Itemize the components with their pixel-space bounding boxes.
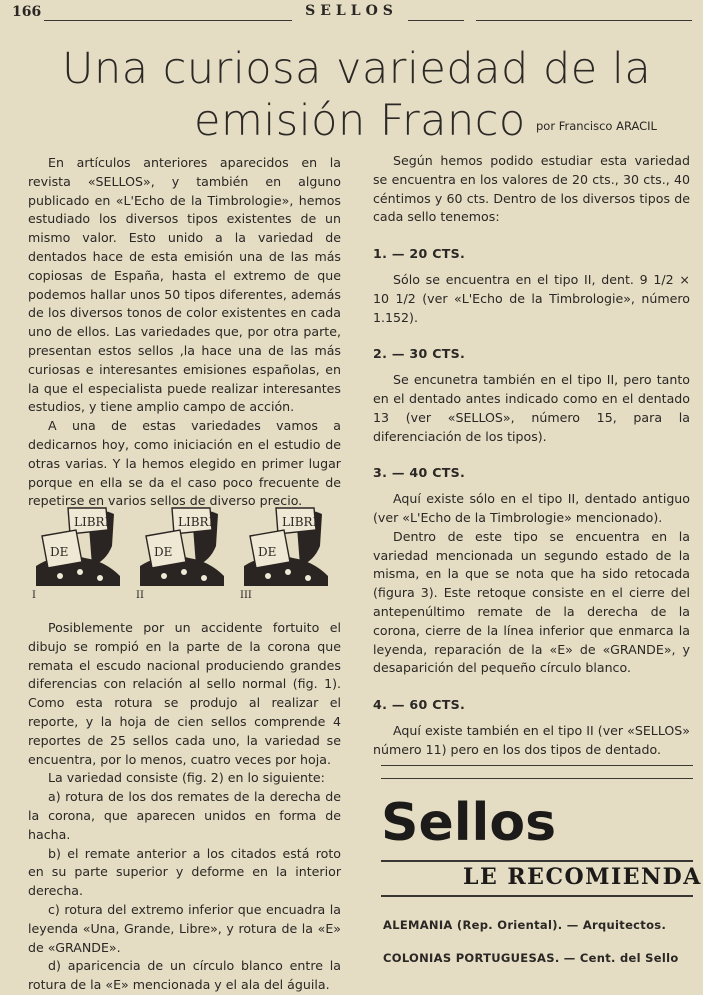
list-item: a) rotura de los dos remates de la derecha de la corona, que aparecen unidos en forma de hacha. xyxy=(28,789,341,842)
figure-label: II xyxy=(136,590,144,601)
header-rule-left xyxy=(44,20,292,21)
figure-text: LIBRE xyxy=(74,515,114,529)
right-column xyxy=(373,152,690,760)
left-column-top xyxy=(28,154,341,511)
advert-rule-bottom xyxy=(381,895,693,897)
advert-logo: Sellos xyxy=(381,793,557,853)
figure-text: DE xyxy=(258,545,277,559)
header-rule-mid xyxy=(408,20,464,21)
page-number: 166 xyxy=(12,4,42,20)
section-heading: 1. — 20 CTS. xyxy=(373,246,466,262)
paragraph: Se encunetra también en el tipo II, pero tanto en el dentado antes indicado como en el dentado 13 (ver «SELLOS», número 15, para la diferenciación de los tipos). xyxy=(373,372,690,444)
paragraph: La variedad consiste (fig. 2) en lo siguiente: xyxy=(48,770,325,786)
advert-line: ALEMANIA (Rep. Oriental). — Arquitectos. xyxy=(383,918,667,932)
eagle-crest-icon xyxy=(238,506,334,596)
figure-text: LIBRE xyxy=(178,515,218,529)
article-byline: por Francisco ARACIL xyxy=(536,119,657,133)
figure-text: DE xyxy=(50,545,69,559)
figures-row xyxy=(30,506,350,616)
figure-3 xyxy=(238,506,334,616)
article-title-line1: Una curiosa variedad de la xyxy=(62,44,652,94)
eagle-crest-icon xyxy=(134,506,230,596)
paragraph: Posiblemente por un accidente fortuito el dibujo se rompió en la parte de la corona que remata el escudo nacional produciendo grandes diferencias con relación al sello normal (fig. 1). Como esta rotura se produjo al realizar el reporte, y la hoja de cien sellos comprende 4 reportes de 25 sellos cada uno, la variedad se encuentra, por lo menos, cuatro veces por hoja. xyxy=(28,620,341,767)
list-item: c) rotura del extremo inferior que encuadra la leyenda «Una, Grande, Libre», y rotura de la «E» de «GRANDE». xyxy=(28,901,341,955)
section-heading: 4. — 60 CTS. xyxy=(373,697,466,713)
paragraph: Sólo se encuentra en el tipo II, dent. 9 1/2 × 10 1/2 (ver «L'Echo de la Timbrologie», número 1.152). xyxy=(373,271,690,325)
figure-text: DE xyxy=(154,545,173,559)
eagle-crest-icon xyxy=(30,506,126,596)
paragraph: Según hemos podido estudiar esta variedad se encuentra en los valores de 20 cts., 30 cts., 40 céntimos y 60 cts. Dentro de los diversos tipos de cada sello tenemos: xyxy=(373,153,690,225)
list-item: d) aparicencia de un círculo blanco entre la rotura de la «E» mencionada y el ala del águila. xyxy=(28,958,341,993)
header-rule-right xyxy=(476,20,692,21)
advert-slogan: LE RECOMIENDA xyxy=(463,864,702,890)
advert-rule-top-2 xyxy=(381,778,693,779)
article-title-line2: emisión Franco xyxy=(194,96,526,146)
advert-rule-top xyxy=(381,765,693,766)
paragraph: Aquí existe sólo en el tipo II, dentado antiguo (ver «L'Echo de la Timbrologie» mencionado). xyxy=(373,491,690,525)
list-item: b) el remate anterior a los citados está roto en su parte superior y deforme en la interior derecha. xyxy=(28,845,341,899)
figure-label: I xyxy=(32,590,36,601)
advert-rule-mid xyxy=(381,860,693,862)
figure-text: LIBRE xyxy=(282,515,322,529)
section-heading: 2. — 30 CTS. xyxy=(373,346,466,362)
paragraph: Dentro de este tipo se encuentra en la variedad mencionada un segundo estado de la misma, en la que se nota que ha sido retocada (figura 3). Este retoque consiste en el cierre del antepenúltimo remate de la derecha de la corona, cierre de la línea inferior que enmarca la leyenda, reparación de la «E» de «GRANDE», y desaparición del pequeño círculo blanco. xyxy=(373,528,690,676)
figure-2 xyxy=(134,506,230,616)
figure-1 xyxy=(30,506,126,616)
left-column-bottom xyxy=(28,619,341,995)
advert-line: COLONIAS PORTUGUESAS. — Cent. del Sello xyxy=(383,951,679,965)
running-title: SELLOS xyxy=(305,3,398,19)
section-heading: 3. — 40 CTS. xyxy=(373,465,466,481)
paragraph: En artículos anteriores aparecidos en la revista «SELLOS», y también en alguno publicado en «L'Echo de la Timbrologie», hemos estudiado los diversos tipos existentes de un mismo valor. Esto unido a la variedad de dentados hace de esta emisión una de las más copiosas de España, hasta el extremo de que podemos hallar unos 50 tipos diferentes, además de los diversos tonos de color existentes en cada uno de ellos. Las variedades que, por otra parte, presentan estos sellos ,la hace una de las más curiosas e interesantes emisiones españolas, en la que el especialista puede realizar interesantes estudios, y tiene amplio campo de acción. xyxy=(28,155,341,415)
paragraph: A una de estas variedades vamos a dedicarnos hoy, como iniciación en el estudio de otras varias. Y la hemos elegido en primer lugar porque en ella se da el caso poco frecuente de repetirse en varios sellos de diverso precio. xyxy=(28,418,341,509)
figure-label: III xyxy=(240,590,252,601)
paragraph: Aquí existe también en el tipo II (ver «SELLOS» número 11) pero en los dos tipos de dentado. xyxy=(373,722,690,757)
